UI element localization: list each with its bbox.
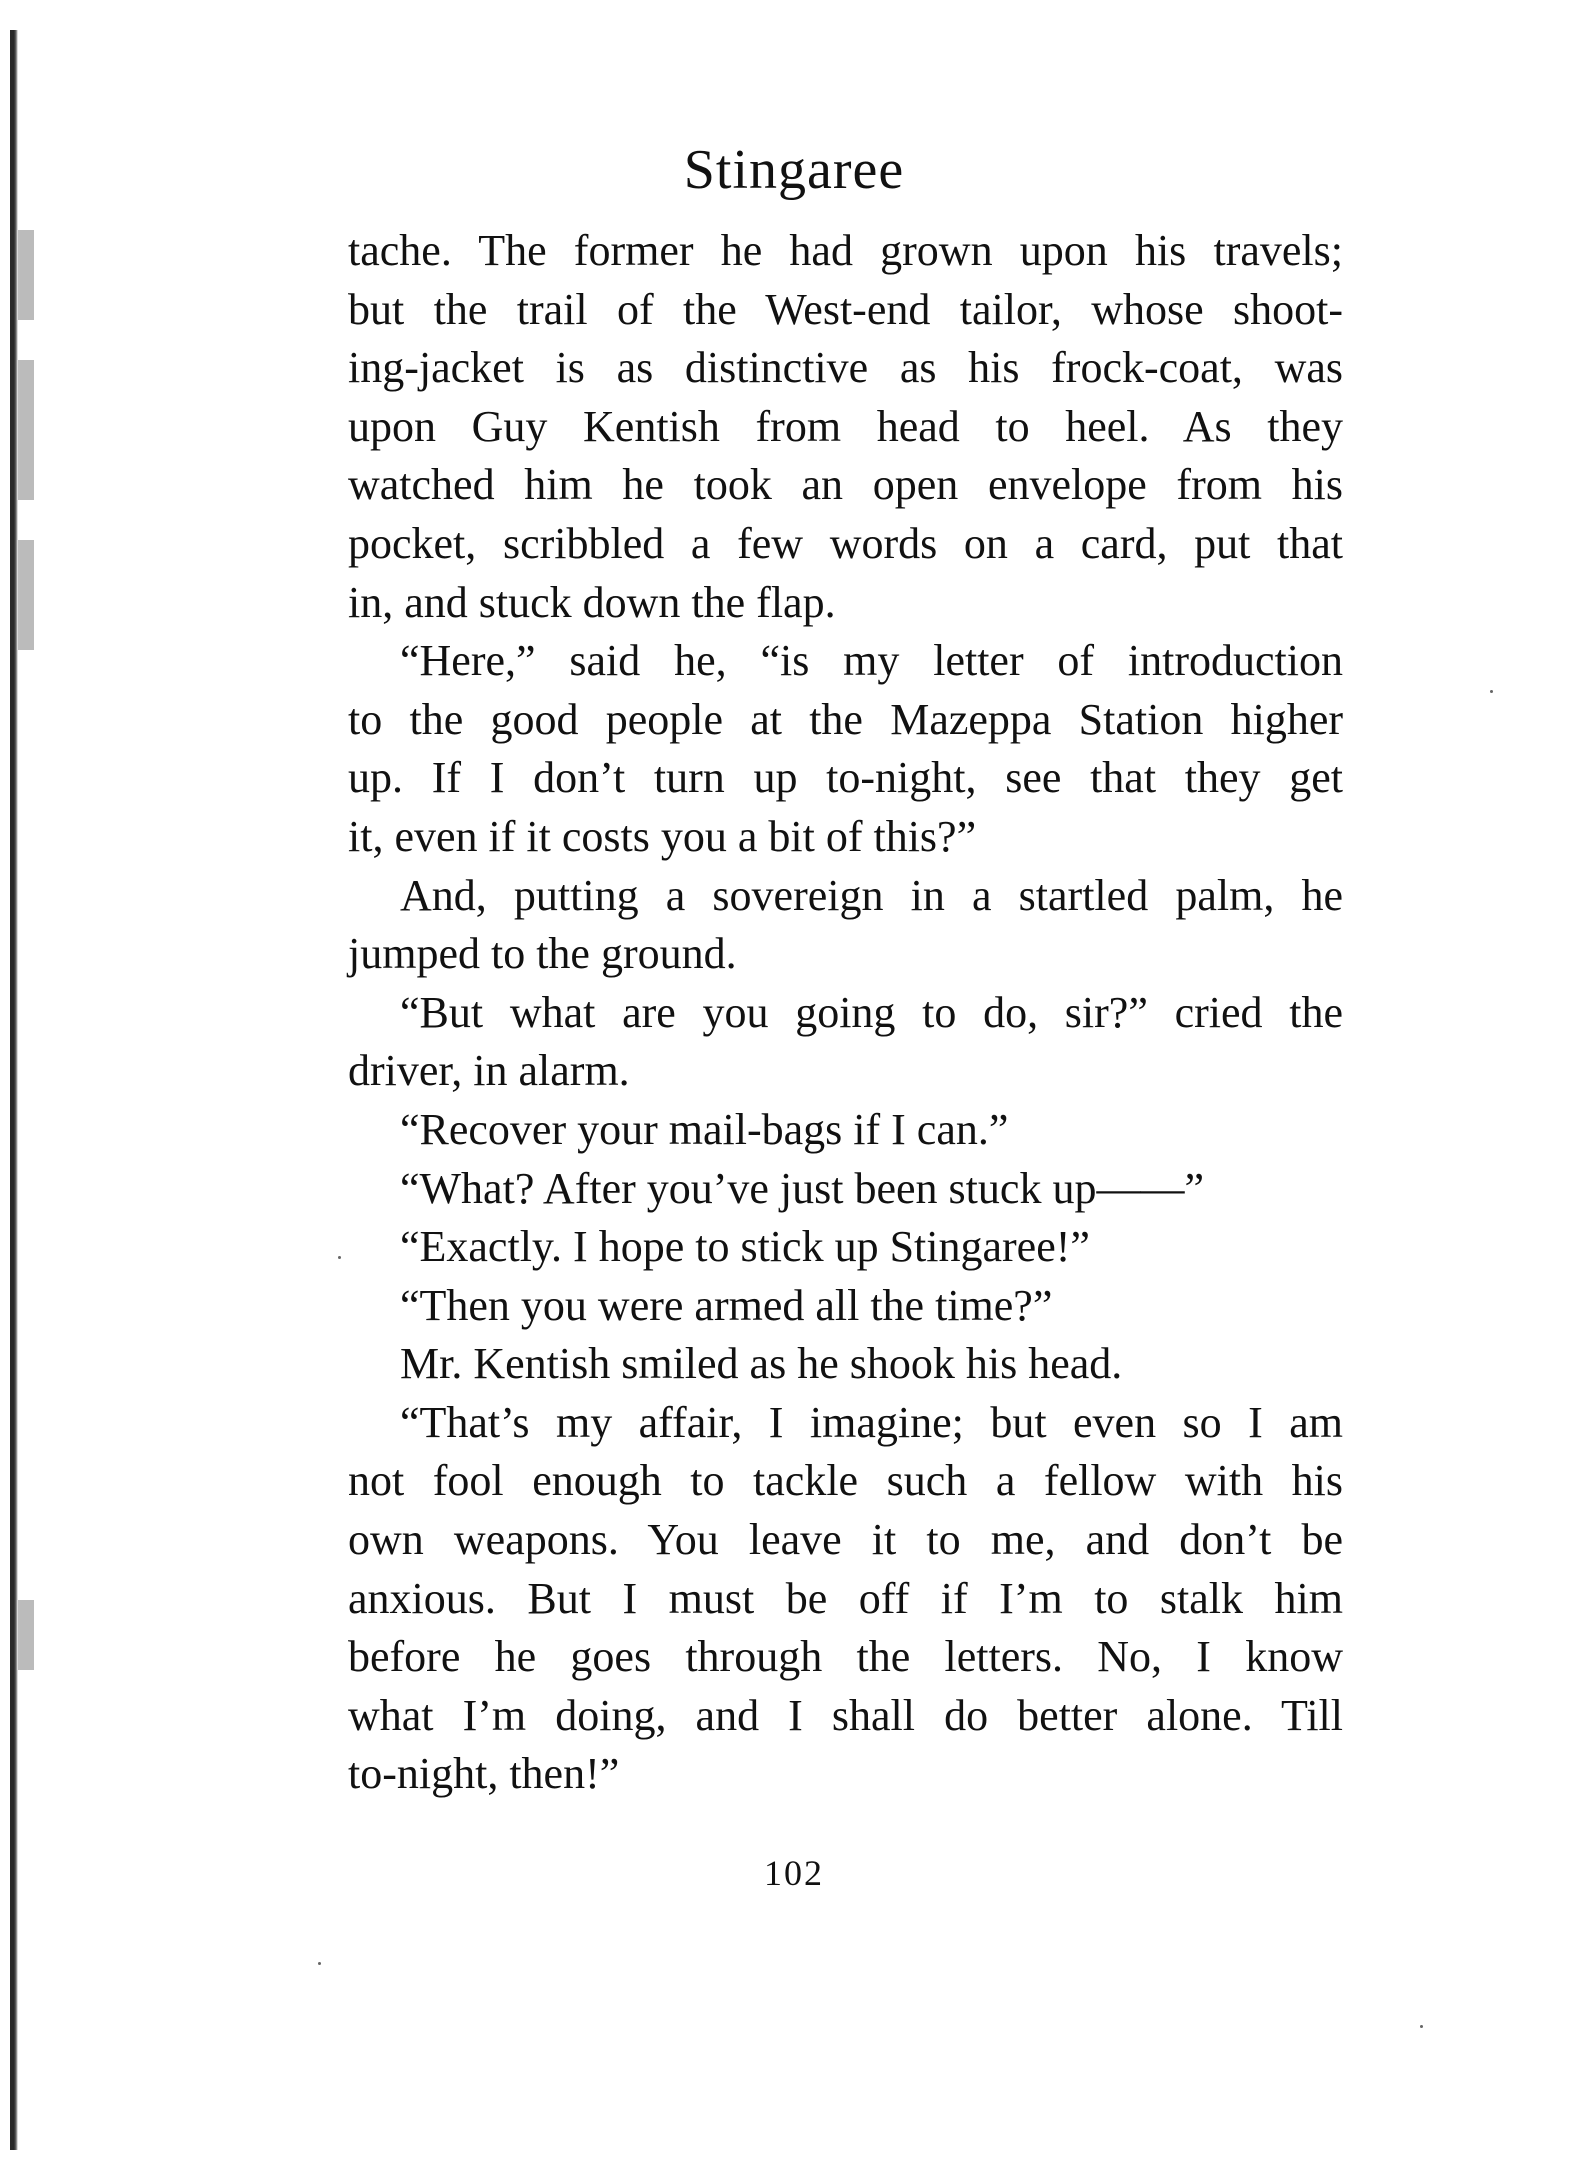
binding-edge [10, 30, 18, 2150]
text-line: “That’s my affair, I imagine; but even so I am [400, 1397, 1343, 1447]
binding-speck [18, 1600, 34, 1670]
text-line: “What? After you’ve just been stuck up——” [400, 1163, 1204, 1213]
text-line: watched him he took an open envelope from his [348, 460, 1343, 510]
scan-speck [318, 1962, 321, 1965]
binding-speck [18, 360, 34, 500]
scan-speck [338, 1256, 341, 1259]
body-text [348, 222, 1343, 1804]
text-line: to-night, then!” [348, 1749, 620, 1799]
scan-speck [1490, 690, 1493, 693]
text-line: anxious. But I must be off if I’m to stalk him [348, 1573, 1343, 1623]
running-head: Stingaree [683, 139, 905, 201]
text-line: but the trail of the West-end tailor, whose shoot- [348, 284, 1343, 334]
text-line: in, and stuck down the flap. [348, 577, 836, 627]
text-line: jumped to the ground. [348, 929, 737, 979]
text-line: driver, in alarm. [348, 1046, 630, 1096]
text-line: “Exactly. I hope to stick up Stingaree!” [400, 1222, 1090, 1272]
text-line: Mr. Kentish smiled as he shook his head. [400, 1339, 1123, 1389]
text-line: before he goes through the letters. No, I know [348, 1632, 1343, 1682]
scan-speck [1420, 2025, 1423, 2028]
text-line: “Then you were armed all the time?” [400, 1280, 1053, 1330]
text-line: upon Guy Kentish from head to heel. As they [348, 401, 1343, 451]
text-line: “But what are you going to do, sir?” cried the [400, 987, 1343, 1037]
text-line: own weapons. You leave it to me, and don’t be [348, 1515, 1343, 1565]
text-line: “Recover your mail-bags if I can.” [400, 1104, 1009, 1154]
text-line: what I’m doing, and I shall do better alone. Till [348, 1690, 1343, 1740]
binding-speck [18, 230, 34, 320]
text-line: not fool enough to tackle such a fellow with his [348, 1456, 1343, 1506]
text-line: “Here,” said he, “is my letter of introduction [400, 636, 1343, 686]
text-line: to the good people at the Mazeppa Station higher [348, 694, 1343, 744]
text-line: it, even if it costs you a bit of this?” [348, 811, 977, 861]
text-line: tache. The former he had grown upon his travels; [348, 226, 1343, 275]
text-line: And, putting a sovereign in a startled palm, he [400, 870, 1343, 920]
text-line: up. If I don’t turn up to-night, see that they get [348, 753, 1343, 803]
text-line: ing-jacket is as distinctive as his frock-coat, was [348, 343, 1343, 393]
page-number: 102 [764, 1853, 824, 1893]
text-line: pocket, scribbled a few words on a card, put that [348, 518, 1343, 568]
binding-speck [18, 540, 34, 650]
